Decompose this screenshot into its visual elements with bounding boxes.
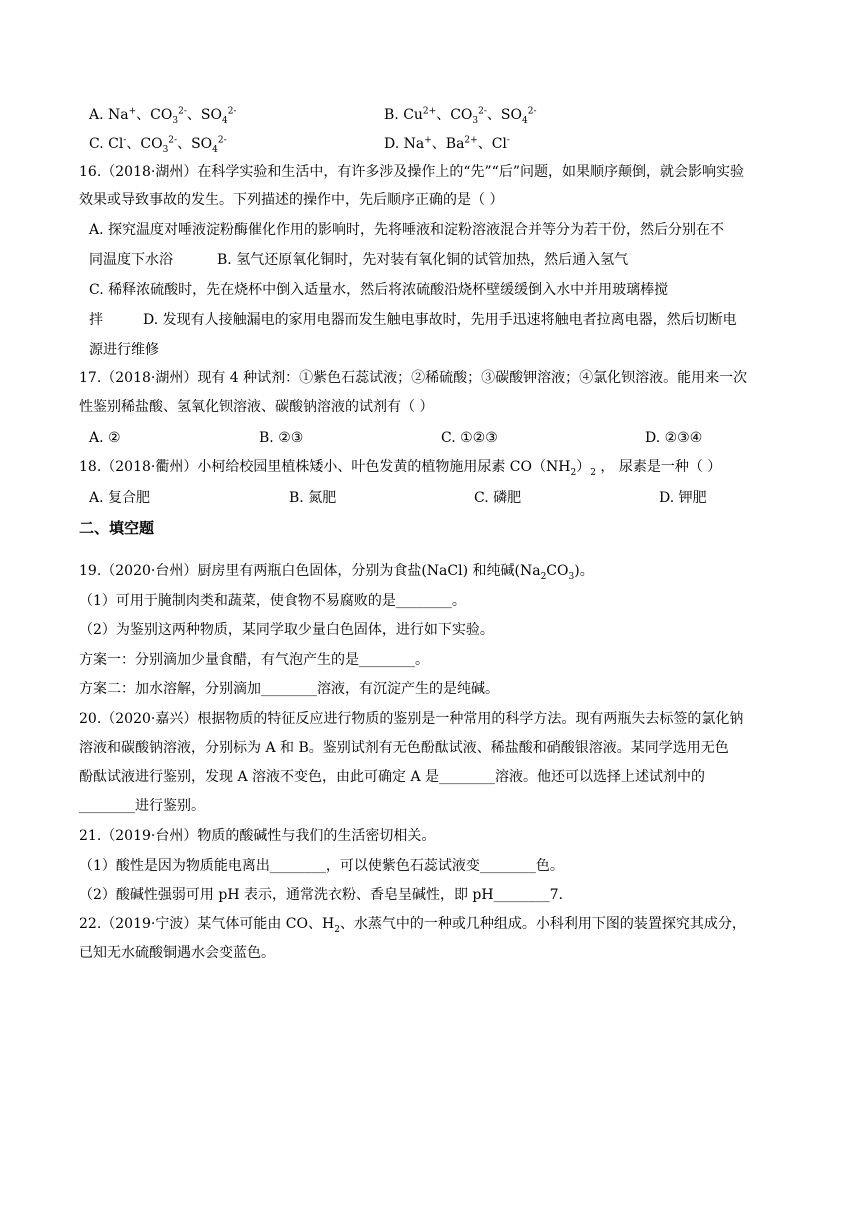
q19-plan-1: 方案一：分别滴加少量食醋，有气泡产生的是________。 (79, 652, 429, 668)
q22-stem-line2: 已知无水硫酸铜遇水会变蓝色。 (79, 945, 275, 961)
q16-option-d: D. 发现有人接触漏电的家用电器而发生触电事故时，先用手迅速将触电者拉离电器，然后切断电 (143, 312, 737, 328)
q19-part-1: （1）可用于腌制肉类和蔬菜，使食物不易腐败的是________。 (79, 593, 466, 609)
q21-part-2: （2）酸碱性强弱可用 pH 表示，通常洗衣粉、香皂呈碱性，即 pH________7. (79, 887, 563, 903)
q15-option-b: B. $Cu^{2+}$、$CO_3^{2-}$、$SO_4^{2-}$ (384, 106, 537, 126)
q18-option-c: C. 磷肥 (474, 490, 522, 506)
q16-option-b: B. 氢气还原氧化铜时，先对装有氧化铜的试管加热，然后通入氢气 (217, 252, 629, 268)
section-title: 二、填空题 (79, 519, 155, 537)
q20-stem-line2: 溶液和碳酸钠溶液，分别标为 A 和 B。鉴别试剂有无色酚酞试液、稀盐酸和硝酸银溶液。某同学选用无色 (79, 740, 729, 756)
q17-option-d: D. ②③④ (645, 430, 703, 446)
q18-stem: 18.（2018·衢州）小柯给校园里植株矮小、叶色发黄的植物施用尿素 $CO(NH_2)_2$ ， 尿素是一种（ ） (79, 459, 722, 478)
q15-option-a: A. Na+、$CO_3^{2-}$、$SO_4^{2-}$ (89, 106, 237, 126)
q19-part-2: （2）为鉴别这两种物质，某同学取少量白色固体，进行如下实验。 (79, 622, 494, 638)
q20-stem-line1: 20.（2020·嘉兴）根据物质的特征反应进行物质的鉴别是一种常用的科学方法。现有两瓶失去标签的氯化钠 (79, 711, 744, 727)
q16-option-a: A. 探究温度对唾液淀粉酶催化作用的影响时，先将唾液和淀粉溶液混合并等分为若干份，然后分别在不 (89, 222, 725, 238)
q22-stem-line1: 22.（2019·宁波）某气体可能由 CO、$H_2$、水蒸气中的一种或几种组成。小科利用下图的装置探究其成分， (79, 916, 746, 935)
q16-option-d-cont: 源进行维修 (89, 342, 159, 358)
q17-stem-line1: 17.（2018·湖州）现有 4 种试剂：①紫色石蕊试液；②稀硫酸；③碳酸钾溶液；④氯化钡溶液。能用来一次 (79, 370, 748, 386)
q16-stem-line2: 效果或导致事故的发生。下列描述的操作中，先后顺序正确的是（ ） (79, 192, 504, 208)
q20-stem-line3: 酚酞试液进行鉴别，发现 A 溶液不变色，由此可确定 A 是________溶液。他还可以选择上述试剂中的 (79, 769, 706, 785)
q18-option-d: D. 钾肥 (659, 490, 707, 506)
q15-option-c: C. Cl-、$CO_3^{2-}$、$SO_4^{2-}$ (89, 135, 227, 155)
q19-stem: 19.（2020·台州）厨房里有两瓶白色固体，分别为食盐(NaCl) 和纯碱$(Na_2CO_3)$。 (79, 563, 594, 582)
q16-option-c: C. 稀释浓硫酸时，先在烧杯中倒入适量水，然后将浓硫酸沿烧杯壁缓缓倒入水中并用玻璃棒搅 (89, 282, 669, 298)
q17-option-b: B. ②③ (259, 430, 304, 446)
q16-stem-line1: 16.（2018·湖州）在科学实验和生活中，有许多涉及操作上的“先”“后”问题，如果顺序颠倒，就会影响实验 (79, 164, 744, 180)
q18-option-b: B. 氮肥 (289, 490, 337, 506)
q15-option-d: D. Na+、$Ba^{2+}$、Cl- (384, 135, 510, 152)
q17-option-a: A. ② (89, 430, 121, 446)
q21-stem: 21.（2019·台州）物质的酸碱性与我们的生活密切相关。 (79, 828, 436, 844)
q16-option-a-cont: 同温度下水浴 (89, 252, 173, 268)
q19-plan-2: 方案二：加水溶解，分别滴加________溶液，有沉淀产生的是纯碱。 (79, 681, 499, 697)
q17-option-c: C. ①②③ (441, 430, 498, 446)
q18-option-a: A. 复合肥 (89, 490, 151, 506)
q17-stem-line2: 性鉴别稀盐酸、氢氧化钡溶液、碳酸钠溶液的试剂有（ ） (79, 399, 434, 415)
q20-stem-line4: ________进行鉴别。 (79, 798, 205, 814)
q21-part-1: （1）酸性是因为物质能电离出________，可以使紫色石蕊试液变________色。 (79, 858, 564, 874)
q16-option-c-cont: 拌 (89, 312, 103, 328)
